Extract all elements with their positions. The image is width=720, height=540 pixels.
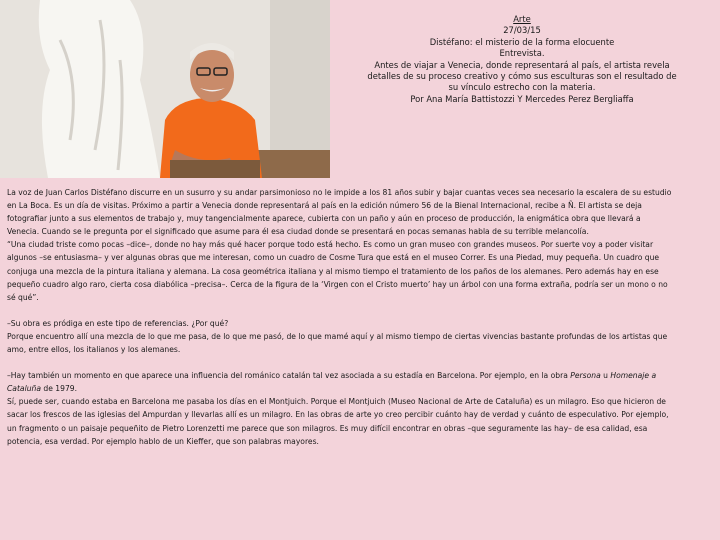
paragraph-gap (7, 304, 713, 317)
paragraph-line: fotografiar junto a sus elementos de trabajo y, muy tangencialmente aparece, cubierta con un paño y aún en proceso de producción, la enigmática obra que llevará a (7, 214, 641, 224)
article-photo (0, 0, 330, 178)
paragraph-line: conjuga una mezcla de la pintura italiana y alemana. La cosa geométrica italiana y al mismo tiempo el tratamiento de los paños de los alemanes. Pero además hay en ese (7, 266, 659, 276)
paragraph-line: en La Boca. Es un día de visitas. Próximo a partir a Venecia donde representará al país en la edición número 56 de la Bienal Internacional, recibe a Ñ. El artista se deja (7, 201, 642, 211)
paragraph-line: Venecia. Cuando se le pregunta por el significado que asume para él esa ciudad donde se presentará en pocas semanas habla de su terrible melancolía. (7, 227, 589, 237)
sculptor-photo (0, 0, 330, 178)
question-line: –Su obra es pródiga en este tipo de referencias. ¿Por qué? (7, 318, 229, 328)
paragraph-line: pequeño cuadro algo raro, cierta cosa diabólica –precisa–. Cerca de la figura de la ‘Virgen con el Cristo muerto’ hay un árbol con una forma extraña, podría ser un mono o no (7, 279, 668, 289)
paragraph-line: La voz de Juan Carlos Distéfano discurre en un susurro y su andar parsimonioso no le impide a los 81 años subir y bajar cuantas veces sea necesario la escalera de su estudio (7, 188, 672, 197)
article-lead-line: Antes de viajar a Venecia, donde representará al país, el artista revela (374, 59, 670, 70)
question-line (7, 382, 713, 395)
answer-line: Sí, puede ser, cuando estaba en Barcelona me pasaba los días en el Montjuich. Porque el Montjuich (Museo Nacional de Arte de Cataluña) es un milagro. Eso que hicieron de (7, 397, 666, 407)
section-link[interactable]: Arte (513, 14, 531, 24)
paragraph-line: “Una ciudad triste como pocas –dice–, donde no hay más qué hacer porque todo está hecho. Es como un gran museo con grandes museos. Por suerte voy a poder visitar (7, 240, 654, 250)
work-title: Homenaje a (610, 371, 657, 381)
answer-line: un fragmento o un paisaje pequeñito de Pietro Lorenzetti me parece que son milagros. Es muy difícil encontrar en obras –que seguramente las hay– de esa calidad, esa (7, 423, 648, 433)
question-line (7, 369, 713, 382)
article-header (348, 14, 696, 105)
answer-line: amo, entre ellos, los italianos y los alemanes. (7, 345, 181, 355)
article-genre: Entrevista. (499, 48, 545, 59)
article-date: 27/03/15 (503, 25, 541, 36)
answer-line: Porque encuentro allí una mezcla de lo que me pasa, de lo que me pasó, de lo que mamé aquí y al mismo tiempo de ciertas vivencias bastante profundas de los artistas que (7, 331, 668, 341)
article-lead-line: su vínculo estrecho con la materia. (448, 82, 596, 93)
article-byline: Por Ana María Battistozzi Y Mercedes Perez Bergliaffa (410, 93, 634, 104)
paragraph-gap (7, 356, 713, 369)
article-title: Distéfano: el misterio de la forma elocuente (429, 36, 615, 47)
paragraph-line: sé qué”. (7, 292, 39, 302)
work-title: Persona (570, 371, 601, 381)
question-text: de 1979. (40, 384, 78, 394)
question-text: –Hay también un momento en que aparece una influencia del románico catalán tal vez asociada a su estadía en Barcelona. Por ejemplo, en la obra (7, 371, 571, 381)
answer-line: sacar los frescos de las iglesias del Ampurdan y llevarlas allí es un milagro. En las obras de arte yo creo percibir cuánto hay de verdad y cuánto de especulativo. Por ejemplo, (7, 410, 669, 420)
article-lead-line: detalles de su proceso creativo y cómo sus esculturas son el resultado de (367, 71, 677, 82)
paragraph-line: algunos –se entusiasma– y ver algunas obras que me interesan, como un cuadro de Cosme Tura que está en el museo Correr. Es una Piedad, muy pequeña. Un cuadro que (7, 253, 660, 263)
work-title: Cataluña (7, 384, 41, 394)
question-text: u (600, 371, 611, 381)
table (170, 160, 260, 178)
article-body (7, 186, 713, 448)
answer-line: potencia, esa verdad. Por ejemplo hablo de un Kieffer, que son palabras mayores. (7, 436, 319, 446)
face (190, 48, 234, 102)
